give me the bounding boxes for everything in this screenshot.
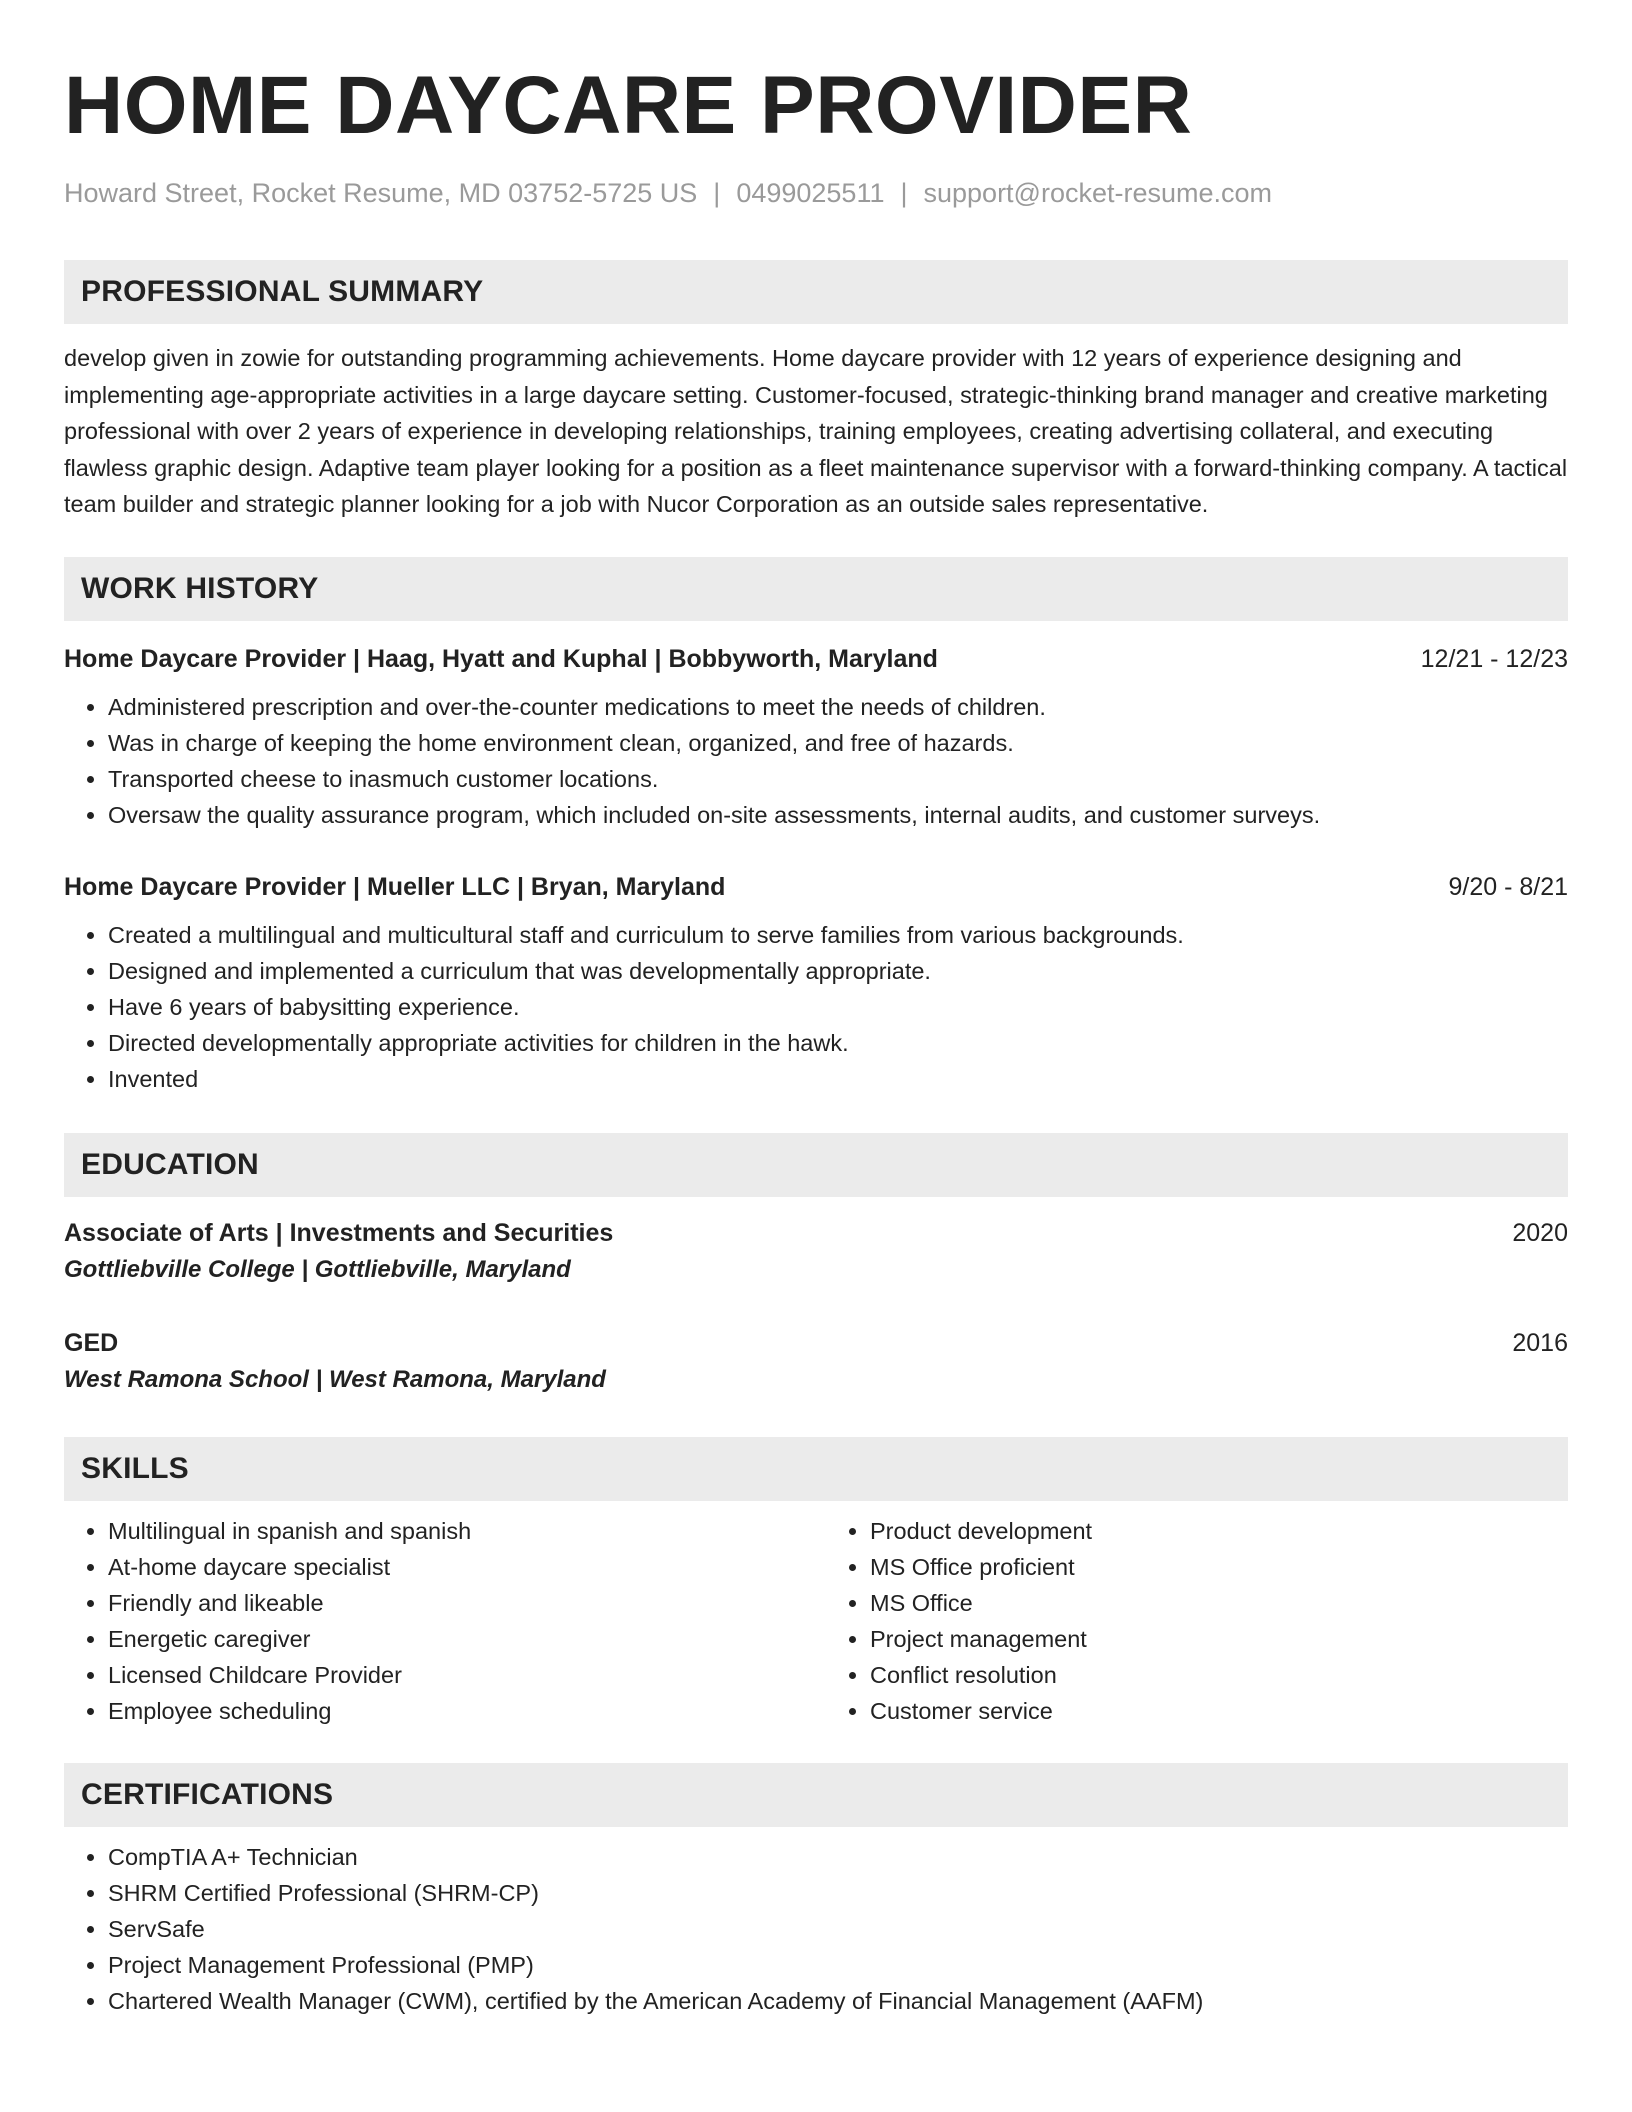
list-item: • Customer service <box>870 1693 1568 1729</box>
list-item: • CompTIA A+ Technician <box>108 1839 1568 1875</box>
education-year: 2020 <box>1512 1218 1568 1247</box>
list-item: • MS Office proficient <box>870 1549 1568 1585</box>
list-item: • Licensed Childcare Provider <box>108 1657 816 1693</box>
list-item: • Employee scheduling <box>108 1693 816 1729</box>
job-title: Home Daycare Provider | Mueller LLC | Bryan, Maryland <box>64 872 726 901</box>
list-item: • Transported cheese to inasmuch customer locations. <box>108 761 1568 797</box>
education-school: Gottliebville College | Gottliebville, Maryland <box>64 1255 571 1283</box>
list-item: • Have 6 years of babysitting experience. <box>108 989 1568 1025</box>
list-item: • Project Management Professional (PMP) <box>108 1947 1568 1983</box>
skills-heading: SKILLS <box>64 1437 1568 1501</box>
certifications-section <box>64 1763 1568 2019</box>
skills-grid <box>64 1513 1568 1729</box>
summary-text: develop given in zowie for outstanding programming achievements. Home daycare provider with 12 years of experience designing and implementing age-appropriate activities in a large daycare setting. Customer-focused, strategic-thinking brand manager and creative marketing professional with over 2 years of experience in developing relationships, training employees, creating advertising collateral, and executing flawless graphic design. Adaptive team player looking for a position as a fleet maintenance supervisor with a forward-thinking company. A tactical team builder and strategic planner looking for a job with Nucor Corporation as an outside sales representative. <box>64 345 1568 517</box>
certifications-heading: CERTIFICATIONS <box>64 1763 1568 1827</box>
contact-address: Howard Street, Rocket Resume, MD 03752-5725 US <box>64 178 698 208</box>
job-title: Home Daycare Provider | Haag, Hyatt and Kuphal | Bobbyworth, Maryland <box>64 644 938 673</box>
education-degree: GED <box>64 1328 119 1357</box>
list-item: • Created a multilingual and multicultural staff and curriculum to serve families from various backgrounds. <box>108 917 1568 953</box>
list-item: • Conflict resolution <box>870 1657 1568 1693</box>
job-entry <box>64 641 1568 833</box>
contact-phone: 0499025511 <box>736 178 885 208</box>
contact-separator: | <box>713 178 721 208</box>
list-item: • Product development <box>870 1513 1568 1549</box>
education-school: West Ramona School | West Ramona, Maryland <box>64 1365 606 1393</box>
list-item: • Multilingual in spanish and spanish <box>108 1513 816 1549</box>
list-item: • Designed and implemented a curriculum that was developmentally appropriate. <box>108 953 1568 989</box>
skills-column-right <box>816 1513 1568 1729</box>
job-entry <box>64 869 1568 1097</box>
summary-section <box>64 260 1568 523</box>
education-header <box>64 1325 1568 1361</box>
education-year: 2016 <box>1512 1328 1568 1357</box>
job-bullets <box>64 689 1568 833</box>
job-header <box>64 641 1568 677</box>
education-degree: Associate of Arts | Investments and Securities <box>64 1218 614 1247</box>
list-item: • Friendly and likeable <box>108 1585 816 1621</box>
skills-section <box>64 1437 1568 1729</box>
list-item: • Oversaw the quality assurance program, which included on-site assessments, internal audits, and customer surveys. <box>108 797 1568 833</box>
contact-email: support@rocket-resume.com <box>923 178 1273 208</box>
work-history-heading: WORK HISTORY <box>64 557 1568 621</box>
job-header <box>64 869 1568 905</box>
job-dates: 9/20 - 8/21 <box>1448 872 1568 901</box>
education-entry <box>64 1215 1568 1289</box>
contact-separator: | <box>900 178 908 208</box>
skills-column-left <box>64 1513 816 1729</box>
list-item: • ServSafe <box>108 1911 1568 1947</box>
list-item: • Was in charge of keeping the home environment clean, organized, and free of hazards. <box>108 725 1568 761</box>
list-item: • Energetic caregiver <box>108 1621 816 1657</box>
education-heading: EDUCATION <box>64 1133 1568 1197</box>
list-item: • Project management <box>870 1621 1568 1657</box>
contact-line <box>64 176 1568 210</box>
job-bullets <box>64 917 1568 1097</box>
work-history-section <box>64 557 1568 1097</box>
education-header <box>64 1215 1568 1251</box>
list-item: • SHRM Certified Professional (SHRM-CP) <box>108 1875 1568 1911</box>
list-item: • Chartered Wealth Manager (CWM), certified by the American Academy of Financial Management (AAFM) <box>108 1983 1568 2019</box>
job-dates: 12/21 - 12/23 <box>1420 644 1568 673</box>
list-item: • MS Office <box>870 1585 1568 1621</box>
list-item: • Invented <box>108 1061 1568 1097</box>
education-entry <box>64 1325 1568 1399</box>
summary-heading: PROFESSIONAL SUMMARY <box>64 260 1568 324</box>
list-item: • Administered prescription and over-the-counter medications to meet the needs of children. <box>108 689 1568 725</box>
list-item: • Directed developmentally appropriate activities for children in the hawk. <box>108 1025 1568 1061</box>
education-section <box>64 1133 1568 1399</box>
candidate-name: HOME DAYCARE PROVIDER <box>64 60 1193 151</box>
certifications-list <box>64 1839 1568 2019</box>
list-item: • At-home daycare specialist <box>108 1549 816 1585</box>
